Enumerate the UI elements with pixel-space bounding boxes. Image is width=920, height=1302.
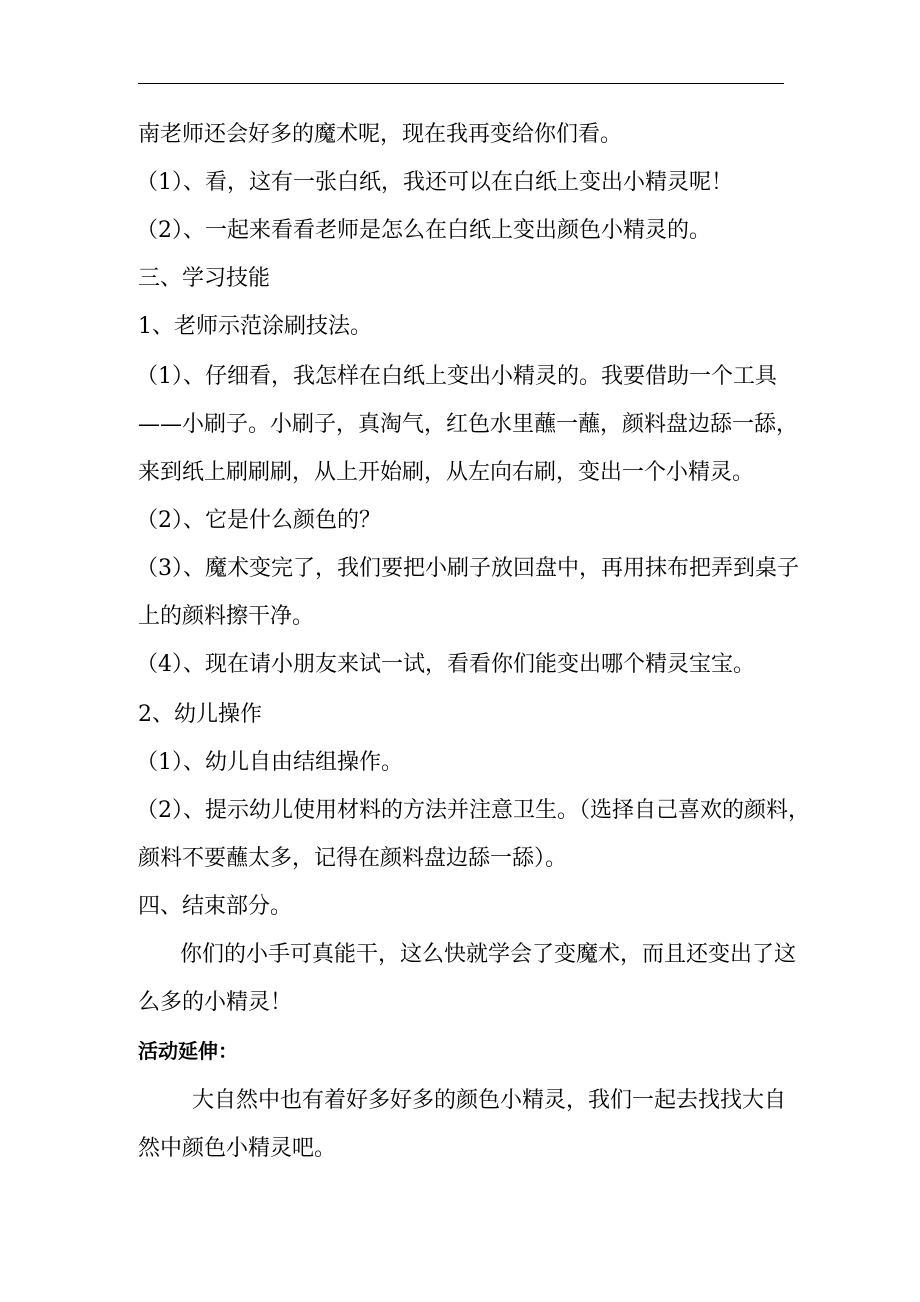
text-line-16: 颜料不要蘸太多，记得在颜料盘边舔一舔）。 xyxy=(138,846,568,871)
text-line-21: 大自然中也有着好多好多的颜色小精灵，我们一起去找找大自 xyxy=(192,1088,787,1113)
section-heading-4: 四、结束部分。 xyxy=(138,894,293,919)
text-line-10: （3）、魔术变完了，我们要把小刷子放回盘中，再用抹布把弄到桌子 xyxy=(136,556,799,581)
text-line-12: （4）、现在请小朋友来试一试，看看你们能变出哪个精灵宝宝。 xyxy=(136,652,755,677)
text-line-1: 南老师还会好多的魔术呢，现在我再变给你们看。 xyxy=(138,122,623,147)
text-line-8: 来到纸上刷刷刷，从上开始刷，从左向右刷，变出一个小精灵。 xyxy=(138,460,755,485)
text-line-7: ——小刷子。小刷子，真淘气，红色水里蘸一蘸，颜料盘边舔一舔， xyxy=(138,412,799,437)
text-line-19: 么多的小精灵！ xyxy=(138,990,293,1015)
text-line-6: （1）、仔细看，我怎样在白纸上变出小精灵的。我要借助一个工具 xyxy=(136,364,777,389)
section-heading-3: 三、学习技能 xyxy=(138,266,271,291)
header-rule xyxy=(138,83,784,84)
text-line-5: 1、老师示范涂刷技法。 xyxy=(138,314,372,339)
extension-heading: 活动延伸： xyxy=(138,1039,238,1063)
text-line-14: （1）、幼儿自由结组操作。 xyxy=(136,750,403,775)
text-line-18: 你们的小手可真能干，这么快就学会了变魔术，而且还变出了这 xyxy=(180,942,797,967)
text-line-15: （2）、提示幼儿使用材料的方法并注意卫生。（选择自己喜欢的颜料， xyxy=(136,798,810,823)
text-line-11: 上的颜料擦干净。 xyxy=(138,604,315,629)
text-line-2: （1）、看，这有一张白纸，我还可以在白纸上变出小精灵呢！ xyxy=(136,170,733,195)
text-line-9: （2）、它是什么颜色的？ xyxy=(136,508,381,533)
text-line-13: 2、幼儿操作 xyxy=(138,702,262,727)
text-line-22: 然中颜色小精灵吧。 xyxy=(138,1136,337,1161)
text-line-3: （2）、一起来看看老师是怎么在白纸上变出颜色小精灵的。 xyxy=(136,218,711,243)
